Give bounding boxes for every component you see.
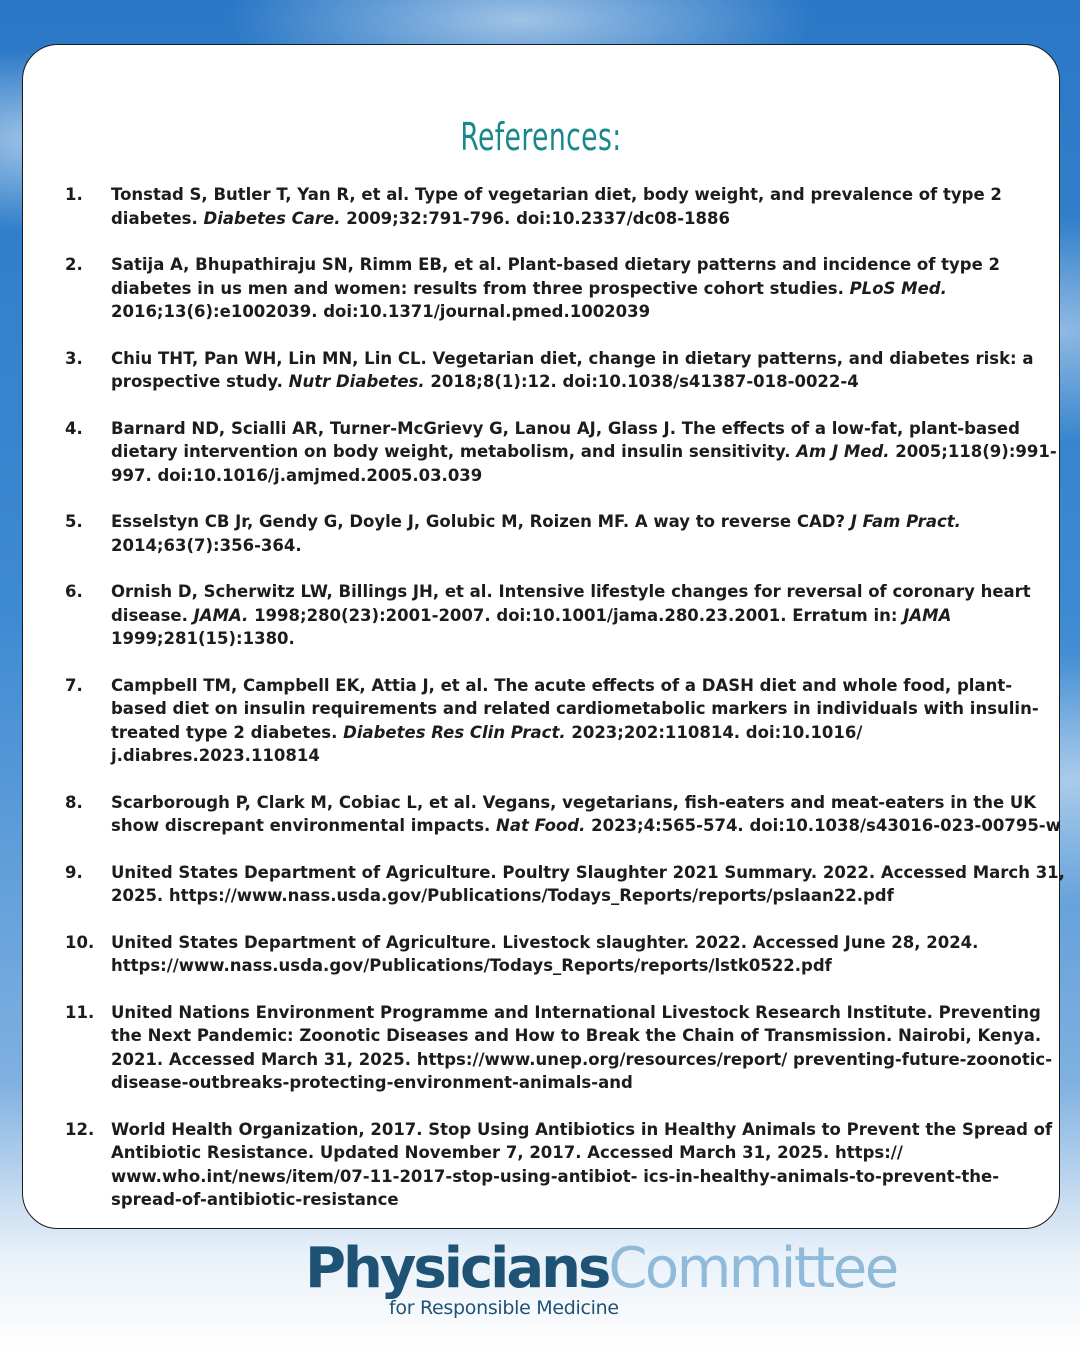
journal-name: JAMA. (193, 605, 249, 625)
logo-tagline: for Responsible Medicine (389, 1297, 619, 1319)
reference-item (65, 1118, 1065, 1212)
reference-text: World Health Organization, 2017. Stop Using Antibiotics in Healthy Animals to Prevent the Spread of Antibiotic Resistance. Updated November 7, 2017. Accessed March 31, 2025. https:// www.who.int/news/item/07-11-2017-stop-using-antibiot- ics-in-healthy-animals-to-prevent-the-spread-of-antibiotic-resistance (111, 1119, 1053, 1209)
organization-logo (305, 1236, 905, 1319)
journal-name: Nutr Diabetes. (288, 372, 425, 391)
journal-name: Diabetes Care. (203, 208, 341, 228)
reference-details: 1998;280(23):2001-2007. doi:10.1001/jama.280.23.2001. Erratum in: (248, 605, 904, 625)
journal-name: Am J Med. (796, 442, 890, 461)
reference-item (65, 580, 1065, 651)
reference-item (65, 861, 1065, 908)
page-title: References: (460, 115, 622, 159)
reference-details: 2023;202:110814. doi:10.1016/ j.diabres.2023.110814 (111, 722, 863, 765)
reference-item (65, 347, 1065, 394)
reference-text: Ornish D, Scherwitz LW, Billings JH, et al. Intensive lifestyle changes for reversal of coronary heart disease. (111, 582, 1031, 625)
reference-details: 2014;63(7):356-364. (111, 535, 302, 555)
reference-text: Satija A, Bhupathiraju SN, Rimm EB, et al. Plant-based dietary patterns and incidence of type 2 diabetes in us men and women: results from three prospective cohort studies. (111, 255, 1001, 298)
reference-item (65, 1001, 1065, 1095)
reference-number: 2. (65, 255, 83, 274)
reference-text: Barnard ND, Scialli AR, Turner-McGrievy G, Lanou AJ, Glass J. The effects of a low-fat, plant-based dietary intervention on body weight, metabolism, and insulin sensitivity. (111, 418, 1020, 461)
reference-details: 2016;13(6):e1002039. doi:10.1371/journal.pmed.1002039 (111, 302, 651, 321)
reference-item (65, 417, 1065, 488)
reference-number: 12. (65, 1119, 95, 1139)
logo-word-physicians: Physicians (305, 1236, 609, 1301)
journal-name: Nat Food. (496, 816, 586, 835)
reference-list (65, 183, 1065, 1235)
journal-name: Diabetes Res Clin Pract. (343, 722, 566, 742)
reference-text: Campbell TM, Campbell EK, Attia J, et al. The acute effects of a DASH diet and whole food, plant-based diet on insulin requirements and related cardiometabolic markers in individuals with insulin-treated type 2 diabetes. (111, 675, 1039, 742)
reference-text: United States Department of Agriculture. Poultry Slaughter 2021 Summary. 2022. Accessed March 31, 2025. https://www.nass.usda.gov/Publications/Todays_Reports/reports/pslaan22.pdf (111, 862, 1065, 905)
journal-name-2: JAMA (903, 605, 952, 625)
reference-text: United Nations Environment Programme and International Livestock Research Institute. Preventing the Next Pandemic: Zoonotic Diseases and How to Break the Chain of Transmission. Nairobi, Kenya. 2021. Accessed March 31, 2025. https://www.unep.org/resources/report/ preventing-future-zoonotic-disease-outbreaks-protecting-environment-animals-and (111, 1002, 1053, 1092)
journal-name: J Fam Pract. (850, 512, 961, 531)
reference-text: United States Department of Agriculture. Livestock slaughter. 2022. Accessed June 28, 2024. https://www.nass.usda.gov/Publications/Todays_Reports/reports/lstk0522.pdf (111, 932, 979, 975)
reference-number: 9. (65, 862, 83, 882)
logo-word-committee: Committee (608, 1236, 897, 1301)
reference-details-2: 1999;281(15):1380. (111, 629, 295, 648)
reference-details: 2023;4:565-574. doi:10.1038/s43016-023-00795-w (585, 816, 1061, 835)
reference-number: 3. (65, 348, 83, 368)
references-card (22, 44, 1065, 1229)
reference-item (65, 674, 1065, 768)
reference-text: Scarborough P, Clark M, Cobiac L, et al. Vegans, vegetarians, fish-eaters and meat-eaters in the UK show discrepant environmental impacts. (111, 792, 1037, 835)
reference-number: 7. (65, 675, 83, 695)
logo-wordmark (305, 1238, 905, 1300)
reference-item (65, 510, 1065, 557)
reference-number: 6. (65, 582, 83, 601)
reference-item (65, 253, 1065, 324)
reference-text: Tonstad S, Butler T, Yan R, et al. Type of vegetarian diet, body weight, and prevalence of type 2 diabetes. (111, 185, 1002, 228)
journal-name: PLoS Med. (849, 278, 947, 298)
reference-number: 4. (65, 418, 83, 438)
reference-number: 10. (65, 932, 95, 952)
reference-number: 1. (65, 185, 83, 204)
reference-item (65, 183, 1065, 230)
reference-details: 2005;118(9):991-997. doi:10.1016/j.amjmed.2005.03.039 (111, 442, 1057, 485)
reference-item (65, 791, 1065, 838)
reference-details: 2018;8(1):12. doi:10.1038/s41387-018-0022-4 (424, 372, 859, 391)
reference-text: Esselstyn CB Jr, Gendy G, Doyle J, Golubic M, Roizen MF. A way to reverse CAD? (111, 512, 851, 531)
reference-number: 8. (65, 792, 83, 812)
reference-text: Chiu THT, Pan WH, Lin MN, Lin CL. Vegetarian diet, change in dietary patterns, and diabetes risk: a prospective study. (111, 348, 1034, 391)
reference-number: 5. (65, 512, 83, 531)
reference-details: 2009;32:791-796. doi:10.2337/dc08-1886 (340, 208, 730, 228)
reference-number: 11. (65, 1002, 95, 1022)
reference-item (65, 931, 1065, 978)
